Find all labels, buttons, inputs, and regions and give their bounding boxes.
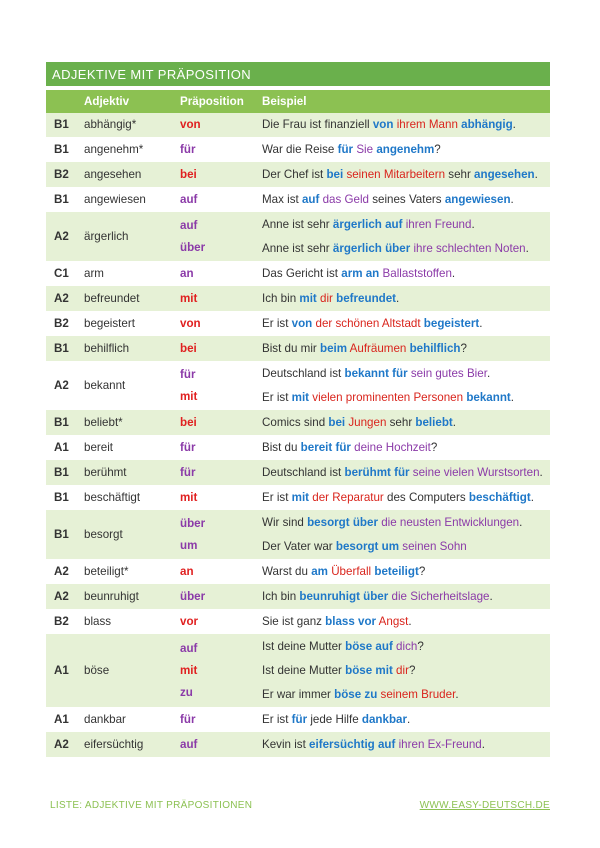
- preposition-cell: [174, 213, 256, 262]
- example-segment: Die Frau ist finanziell: [262, 117, 373, 131]
- preposition-cell: [174, 138, 256, 163]
- level-cell: A2: [46, 213, 78, 262]
- example-sentence: [262, 511, 544, 535]
- example-segment: Überfall: [331, 564, 372, 578]
- example-segment: seinem Bruder: [380, 687, 456, 701]
- example-segment: eifersüchtig auf: [309, 737, 396, 751]
- preposition-label: an: [180, 267, 194, 280]
- example-cell: [256, 585, 550, 610]
- level-cell: B1: [46, 188, 78, 213]
- preposition-cell: [174, 486, 256, 511]
- adjective-cell: besorgt: [78, 511, 174, 560]
- table-row: [46, 486, 550, 511]
- preposition-label: auf: [180, 642, 198, 655]
- example-segment: am: [311, 564, 328, 578]
- example-cell: [256, 486, 550, 511]
- example-segment: sehr: [386, 415, 416, 429]
- table-row: [46, 560, 550, 585]
- example-segment: seines Vaters: [368, 192, 445, 206]
- example-segment: Der Vater war: [262, 539, 336, 553]
- example-sentence: [262, 635, 544, 659]
- adjective-cell: dankbar: [78, 708, 174, 733]
- example-cell: [256, 362, 550, 411]
- example-segment: mit: [291, 490, 310, 504]
- example-segment: Das Gericht ist: [262, 266, 342, 280]
- example-segment: seinen Sohn: [402, 539, 467, 553]
- header-preposition: Präposition: [174, 90, 256, 113]
- preposition-cell: [174, 362, 256, 411]
- level-cell: A2: [46, 560, 78, 585]
- example-segment: angewiesen: [444, 192, 511, 206]
- example-cell: [256, 337, 550, 362]
- preposition-label: über: [180, 517, 206, 530]
- table-row: [46, 188, 550, 213]
- example-segment: böse auf: [345, 639, 393, 653]
- example-sentence: [262, 113, 544, 137]
- example-segment: bereit für: [300, 440, 351, 454]
- example-segment: ihren Ex-Freund: [398, 737, 482, 751]
- example-segment: Ist deine Mutter: [262, 639, 346, 653]
- header-level: [46, 90, 78, 113]
- example-segment: dir: [396, 663, 409, 677]
- adjective-cell: abhängig*: [78, 113, 174, 138]
- level-cell: A1: [46, 436, 78, 461]
- example-segment: deine Hochzeit: [354, 440, 431, 454]
- table-row: [46, 287, 550, 312]
- table-row: [46, 436, 550, 461]
- table-row: [46, 461, 550, 486]
- example-segment: beim: [319, 341, 348, 355]
- page-title: ADJEKTIVE MIT PRÄPOSITION: [46, 62, 550, 86]
- example-sentence: [262, 287, 544, 311]
- preposition-cell: [174, 708, 256, 733]
- preposition-label: bei: [180, 416, 197, 429]
- preposition-label: bei: [180, 342, 197, 355]
- example-segment: beliebt: [415, 415, 453, 429]
- example-segment: seine vielen Wurstsorten: [412, 465, 540, 479]
- preposition-cell: [174, 560, 256, 585]
- example-segment: begeistert: [423, 316, 480, 330]
- example-segment: vielen prominenten Personen: [312, 390, 464, 404]
- example-segment: Comics sind: [262, 415, 329, 429]
- level-cell: A1: [46, 708, 78, 733]
- adjective-cell: eifersüchtig: [78, 733, 174, 758]
- example-segment: für: [337, 142, 354, 156]
- table-row: [46, 411, 550, 436]
- example-segment: ärgerlich auf: [332, 217, 403, 231]
- example-cell: [256, 511, 550, 560]
- adjective-cell: böse: [78, 635, 174, 708]
- example-segment: bei: [326, 167, 344, 181]
- example-segment: besorgt über: [307, 515, 378, 529]
- example-segment: arm an: [341, 266, 380, 280]
- example-sentence: [262, 188, 544, 212]
- example-segment: Sie ist ganz: [262, 614, 326, 628]
- example-cell: [256, 610, 550, 635]
- example-segment: Er war immer: [262, 687, 335, 701]
- table-row: [46, 708, 550, 733]
- adjective-cell: begeistert: [78, 312, 174, 337]
- example-sentence: [262, 163, 544, 187]
- example-segment: bekannt für: [344, 366, 408, 380]
- example-segment: Anne ist sehr: [262, 217, 333, 231]
- example-segment: Er ist: [262, 712, 292, 726]
- adjective-cell: bereit: [78, 436, 174, 461]
- table-header-row: [46, 90, 550, 113]
- table-row: [46, 511, 550, 560]
- example-segment: ihre schlechten Noten: [413, 241, 526, 255]
- example-sentence: [262, 213, 544, 237]
- example-cell: [256, 213, 550, 262]
- example-sentence: [262, 362, 544, 386]
- preposition-label: mit: [180, 664, 198, 677]
- footer-website-link[interactable]: WWW.EASY-DEUTSCH.DE: [419, 800, 550, 811]
- example-segment: sehr: [445, 167, 475, 181]
- preposition-label: für: [180, 368, 196, 381]
- example-sentence: [262, 708, 544, 732]
- example-cell: [256, 312, 550, 337]
- example-segment: Deutschland ist: [262, 366, 345, 380]
- table-row: [46, 733, 550, 758]
- example-segment: .: [471, 217, 475, 231]
- example-segment: ihren Freund: [405, 217, 472, 231]
- example-segment: böse mit: [345, 663, 393, 677]
- example-segment: ?: [434, 142, 441, 156]
- level-cell: B1: [46, 486, 78, 511]
- example-segment: die Sicherheitslage: [391, 589, 490, 603]
- example-segment: .: [486, 366, 491, 380]
- example-segment: .: [479, 316, 483, 330]
- example-cell: [256, 436, 550, 461]
- preposition-cell: [174, 262, 256, 287]
- level-cell: B1: [46, 138, 78, 163]
- level-cell: B2: [46, 610, 78, 635]
- example-segment: Er ist: [262, 316, 292, 330]
- example-segment: berühmt für: [344, 465, 410, 479]
- preposition-label: über: [180, 590, 206, 603]
- example-segment: beschäftigt: [468, 490, 531, 504]
- example-segment: böse zu: [334, 687, 378, 701]
- level-cell: A2: [46, 362, 78, 411]
- table-row: [46, 262, 550, 287]
- example-segment: .: [510, 192, 514, 206]
- level-cell: B1: [46, 337, 78, 362]
- table-row: [46, 337, 550, 362]
- preposition-label: über: [180, 241, 206, 254]
- example-sentence: [262, 585, 544, 609]
- preposition-cell: [174, 733, 256, 758]
- example-sentence: [262, 337, 544, 361]
- example-segment: .: [408, 614, 412, 628]
- example-segment: jede Hilfe: [307, 712, 362, 726]
- example-segment: ?: [430, 440, 438, 454]
- example-segment: Ich bin: [262, 589, 300, 603]
- example-segment: beunruhigt über: [299, 589, 389, 603]
- example-segment: ?: [418, 564, 426, 578]
- preposition-cell: [174, 113, 256, 138]
- example-segment: ärgerlich über: [332, 241, 411, 255]
- preposition-cell: [174, 411, 256, 436]
- example-sentence: [262, 138, 544, 162]
- example-segment: .: [489, 589, 493, 603]
- example-segment: ihrem Mann: [396, 117, 458, 131]
- preposition-cell: [174, 163, 256, 188]
- header-example: Beispiel: [256, 90, 550, 113]
- adjective-cell: beteiligt*: [78, 560, 174, 585]
- preposition-label: mit: [180, 292, 198, 305]
- preposition-label: bei: [180, 168, 197, 181]
- example-segment: von: [372, 117, 394, 131]
- example-segment: Ballaststoffen: [382, 266, 452, 280]
- example-segment: .: [519, 515, 523, 529]
- example-segment: .: [451, 266, 456, 280]
- table-row: [46, 113, 550, 138]
- table-row: [46, 585, 550, 610]
- example-segment: Der Chef ist: [262, 167, 327, 181]
- example-segment: Ist deine Mutter: [262, 663, 346, 677]
- example-sentence: [262, 535, 544, 559]
- preposition-label: auf: [180, 219, 198, 232]
- preposition-cell: [174, 585, 256, 610]
- preposition-label: zu: [180, 686, 193, 699]
- example-segment: der Reparatur: [312, 490, 384, 504]
- example-segment: Aufräumen: [349, 341, 407, 355]
- example-segment: für: [291, 712, 308, 726]
- level-cell: B2: [46, 312, 78, 337]
- preposition-cell: [174, 635, 256, 708]
- example-sentence: [262, 733, 544, 757]
- adjective-cell: berühmt: [78, 461, 174, 486]
- preposition-cell: [174, 312, 256, 337]
- adjective-cell: arm: [78, 262, 174, 287]
- example-cell: [256, 635, 550, 708]
- table-row: [46, 213, 550, 262]
- level-cell: B1: [46, 411, 78, 436]
- preposition-cell: [174, 511, 256, 560]
- adjective-cell: beliebt*: [78, 411, 174, 436]
- example-cell: [256, 708, 550, 733]
- example-cell: [256, 138, 550, 163]
- example-sentence: [262, 610, 544, 634]
- adjective-cell: beunruhigt: [78, 585, 174, 610]
- example-segment: .: [455, 687, 459, 701]
- example-segment: beteiligt: [374, 564, 419, 578]
- level-cell: C1: [46, 262, 78, 287]
- example-segment: Er ist: [262, 390, 292, 404]
- example-cell: [256, 287, 550, 312]
- adjective-cell: beschäftigt: [78, 486, 174, 511]
- preposition-label: von: [180, 118, 201, 131]
- preposition-label: für: [180, 713, 196, 726]
- example-cell: [256, 560, 550, 585]
- example-segment: War die Reise: [262, 142, 338, 156]
- example-segment: behilflich: [409, 341, 461, 355]
- example-segment: Ich bin: [262, 291, 300, 305]
- example-segment: .: [481, 737, 485, 751]
- example-segment: .: [539, 465, 543, 479]
- example-segment: ?: [408, 663, 416, 677]
- adjective-cell: behilflich: [78, 337, 174, 362]
- example-segment: Deutschland ist: [262, 465, 345, 479]
- preposition-cell: [174, 461, 256, 486]
- example-segment: Bist du mir: [262, 341, 320, 355]
- example-segment: .: [396, 291, 400, 305]
- example-cell: [256, 262, 550, 287]
- preposition-label: mit: [180, 491, 198, 504]
- example-segment: dankbar: [361, 712, 407, 726]
- example-cell: [256, 163, 550, 188]
- example-sentence: [262, 486, 544, 510]
- preposition-label: für: [180, 143, 196, 156]
- example-sentence: [262, 312, 544, 336]
- example-sentence: [262, 436, 544, 460]
- example-segment: ?: [417, 639, 424, 653]
- adjective-cell: befreundet: [78, 287, 174, 312]
- example-segment: .: [530, 490, 534, 504]
- example-segment: die neusten Entwicklungen: [381, 515, 520, 529]
- table-row: [46, 635, 550, 708]
- example-segment: .: [534, 167, 538, 181]
- example-segment: Er ist: [262, 490, 292, 504]
- adjective-cell: angenehm*: [78, 138, 174, 163]
- example-segment: Kevin ist: [262, 737, 310, 751]
- level-cell: B1: [46, 511, 78, 560]
- example-segment: Sie: [356, 142, 374, 156]
- example-segment: sein gutes Bier: [410, 366, 487, 380]
- level-cell: B1: [46, 461, 78, 486]
- level-cell: A1: [46, 635, 78, 708]
- level-cell: A2: [46, 585, 78, 610]
- example-segment: .: [407, 712, 411, 726]
- preposition-label: auf: [180, 193, 198, 206]
- preposition-label: für: [180, 466, 196, 479]
- example-segment: ?: [460, 341, 467, 355]
- example-segment: .: [510, 390, 515, 404]
- example-cell: [256, 113, 550, 138]
- example-segment: besorgt um: [335, 539, 400, 553]
- level-cell: B2: [46, 163, 78, 188]
- adjective-cell: angesehen: [78, 163, 174, 188]
- example-sentence: [262, 262, 544, 286]
- preposition-cell: [174, 287, 256, 312]
- example-segment: seinen Mitarbeitern: [346, 167, 446, 181]
- preposition-cell: [174, 436, 256, 461]
- example-segment: bekannt: [466, 390, 511, 404]
- example-segment: von: [291, 316, 313, 330]
- example-segment: Angst: [378, 614, 409, 628]
- level-cell: A2: [46, 287, 78, 312]
- table-row: [46, 312, 550, 337]
- example-segment: angesehen: [474, 167, 535, 181]
- example-segment: .: [512, 117, 516, 131]
- level-cell: B1: [46, 113, 78, 138]
- example-sentence: [262, 683, 544, 707]
- example-segment: blass vor: [325, 614, 377, 628]
- adjective-cell: bekannt: [78, 362, 174, 411]
- example-segment: Jungen: [348, 415, 387, 429]
- example-sentence: [262, 237, 544, 261]
- example-sentence: [262, 411, 544, 435]
- adjective-cell: blass: [78, 610, 174, 635]
- example-segment: Max ist: [262, 192, 302, 206]
- example-segment: dir: [320, 291, 333, 305]
- table-row: [46, 138, 550, 163]
- preposition-label: für: [180, 441, 196, 454]
- header-adjective: Adjektiv: [78, 90, 174, 113]
- example-segment: mit: [299, 291, 317, 305]
- example-segment: Anne ist sehr: [262, 241, 333, 255]
- preposition-label: auf: [180, 738, 198, 751]
- preposition-cell: [174, 188, 256, 213]
- adjective-cell: angewiesen: [78, 188, 174, 213]
- preposition-label: von: [180, 317, 201, 330]
- table-row: [46, 163, 550, 188]
- example-sentence: [262, 386, 544, 410]
- example-cell: [256, 461, 550, 486]
- example-segment: befreundet: [336, 291, 397, 305]
- adjective-cell: ärgerlich: [78, 213, 174, 262]
- preposition-label: um: [180, 539, 198, 552]
- level-cell: A2: [46, 733, 78, 758]
- example-segment: .: [452, 415, 457, 429]
- table-row: [46, 362, 550, 411]
- example-segment: angenehm: [376, 142, 435, 156]
- preposition-label: vor: [180, 615, 199, 628]
- example-segment: der schönen Altstadt: [315, 316, 421, 330]
- preposition-label: mit: [180, 390, 198, 403]
- example-segment: des Computers: [383, 490, 469, 504]
- example-sentence: [262, 560, 544, 584]
- example-sentence: [262, 461, 544, 485]
- example-segment: .: [525, 241, 529, 255]
- example-segment: auf: [301, 192, 320, 206]
- example-segment: abhängig: [461, 117, 513, 131]
- example-segment: bei: [328, 415, 346, 429]
- example-cell: [256, 188, 550, 213]
- preposition-cell: [174, 337, 256, 362]
- table-body: [46, 113, 550, 758]
- example-segment: dich: [396, 639, 418, 653]
- preposition-cell: [174, 610, 256, 635]
- example-segment: das Geld: [322, 192, 369, 206]
- preposition-label: an: [180, 565, 194, 578]
- example-cell: [256, 411, 550, 436]
- example-segment: Warst du: [262, 564, 312, 578]
- example-segment: mit: [291, 390, 310, 404]
- example-sentence: [262, 659, 544, 683]
- table-row: [46, 610, 550, 635]
- vocabulary-table: [46, 90, 550, 758]
- example-segment: Wir sind: [262, 515, 308, 529]
- example-cell: [256, 733, 550, 758]
- example-segment: Bist du: [262, 440, 301, 454]
- footer-list-name: LISTE: ADJEKTIVE MIT PRÄPOSITIONEN: [50, 800, 253, 811]
